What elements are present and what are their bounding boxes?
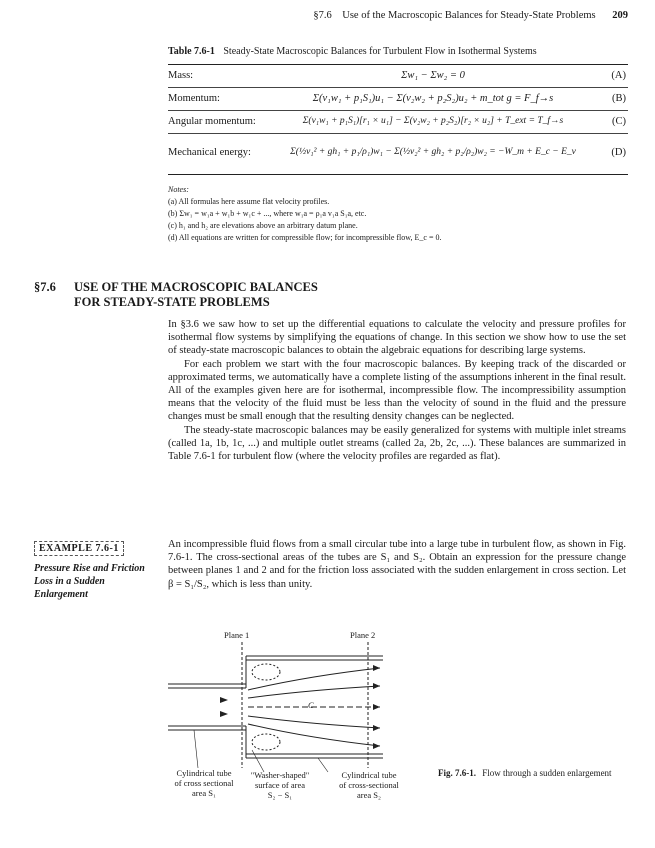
paragraph: The steady-state macroscopic balances may be easily generalized for systems with multiple inlet streams (called 1a, 1b, 1c, ...) and multiple outlet streams (called 2a, 2b, 2c, ...). These balances are summarized in Table 7.6-1 for turbulent flow (where the velocity profiles are regarded as flat). <box>168 424 626 463</box>
table-row-momentum <box>168 88 628 111</box>
washer-label <box>240 770 320 800</box>
paragraph: For each problem we start with the four macroscopic balances. By keeping track of the discarded or approximated terms, we automatically have a complete listing of the assumptions inherent in the final result. All of the examples given here are for isothermal, incompressible flow. The incompressibility assumption means that the velocity of the fluid must be less than the velocity of sound in the fluid and the pressure changes must be small enough that the resulting density changes can be neglected. <box>168 358 626 423</box>
caption-number: Fig. 7.6-1. <box>438 768 476 778</box>
washer-label-line: surface of area <box>254 780 306 790</box>
example-paragraph: An incompressible fluid flows from a small circular tube into a large tube in turbulent flow, as shown in Fig. 7.6-1. The cross-sectional areas of the tubes are S₁ and S₂. Obtain an expression for the pressure change between planes 1 and 2 and for the friction loss associated with the sudden enlargement in cross section. Let β = S₁/S₂, which is less than unity. <box>168 539 626 590</box>
row-label: Momentum: <box>168 93 220 104</box>
plane-1-label: Plane 1 <box>224 630 250 640</box>
note-item: (b) Σw₁ = w₁a + w₁b + w₁c + ..., where w₁a = ρ₁a v₁a S₁a, etc. <box>168 209 367 218</box>
running-head-title: Use of the Macroscopic Balances for Steady-State Problems <box>342 10 596 21</box>
example-title: Pressure Rise and Friction Loss in a Sudden Enlargement <box>34 563 145 600</box>
notes-heading: Notes: <box>168 185 189 194</box>
note-item: (d) All equations are written for compressible flow; for incompressible flow, E_c = 0. <box>168 233 442 242</box>
small-tube-label-line: area S₁ <box>192 788 216 798</box>
section-body <box>168 318 626 463</box>
table-row-mechanical-energy <box>168 134 628 174</box>
row-equation: Σw₁ − Σw₂ = 0 <box>401 70 465 81</box>
row-equation: Σ(v₁w₁ + p₁S₁)[r₁ × u₁] − Σ(v₂w₂ + p₂S₂)[r₂ × u₂] + T_ext = T_f→s <box>302 116 564 126</box>
section-heading <box>34 280 318 310</box>
row-tag: (D) <box>611 147 626 158</box>
balances-table <box>168 64 628 175</box>
small-tube-label-line: Cylindrical tube <box>176 768 232 778</box>
note-item: (a) All formulas here assume flat velocity profiles. <box>168 197 330 206</box>
row-tag: (B) <box>612 93 626 104</box>
running-head-section: §7.6 <box>313 10 332 21</box>
row-tag: (A) <box>611 70 626 81</box>
washer-label-line: "Washer-shaped" <box>250 770 310 780</box>
row-tag: (C) <box>612 116 626 127</box>
row-equation: Σ(½v₁² + gh₁ + p₁/ρ₁)w₁ − Σ(½v₂² + gh₂ + p₂/ρ₂)w₂ = −W_m + E_c − E_v <box>290 147 576 157</box>
table-caption: Steady-State Macroscopic Balances for Turbulent Flow in Isothermal Systems <box>223 46 537 57</box>
leader-small-tube <box>194 730 198 768</box>
large-tube-label <box>328 770 410 800</box>
region-c-label: C <box>308 700 314 710</box>
row-label: Mass: <box>168 70 194 81</box>
top-eddy <box>252 664 280 680</box>
table-row-mass <box>168 65 628 88</box>
figure-sudden-enlargement <box>168 628 428 800</box>
running-head <box>0 10 628 21</box>
table-number: Table 7.6-1 <box>168 46 215 57</box>
example-body <box>168 538 626 591</box>
row-label: Angular momentum: <box>168 116 256 127</box>
plane-2-label: Plane 2 <box>350 630 376 640</box>
row-label: Mechanical energy: <box>168 147 251 158</box>
caption-text: Flow through a sudden enlargement <box>482 768 612 778</box>
small-tube-label <box>168 768 240 798</box>
example-number: EXAMPLE 7.6-1 <box>34 541 124 556</box>
section-title-line2: FOR STEADY-STATE PROBLEMS <box>74 295 270 309</box>
section-number: §7.6 <box>34 280 56 294</box>
table-title <box>168 46 537 57</box>
leader-washer <box>252 750 264 772</box>
large-tube-label-line: Cylindrical tube <box>341 770 397 780</box>
streamline <box>248 686 380 698</box>
row-equation: Σ(v₁w₁ + p₁S₁)u₁ − Σ(v₂w₂ + p₂S₂)u₂ + m_tot g = F_f→s <box>312 93 554 104</box>
small-tube-label-line: of cross sectional <box>174 778 234 788</box>
example-label <box>34 538 146 601</box>
streamline <box>248 716 380 728</box>
bottom-eddy <box>252 734 280 750</box>
large-tube-label-line: of cross-sectional <box>339 780 399 790</box>
page-number: 209 <box>612 10 628 21</box>
table-notes <box>168 184 441 244</box>
large-tube-label-line: area S₂ <box>357 790 381 800</box>
note-item: (c) h₁ and h₂ are elevations above an arbitrary datum plane. <box>168 221 358 230</box>
washer-label-line: S₂ − S₁ <box>267 790 293 800</box>
table-row-angular-momentum <box>168 111 628 134</box>
section-title-line1: USE OF THE MACROSCOPIC BALANCES <box>74 280 318 294</box>
figure-caption <box>438 768 628 779</box>
paragraph: In §3.6 we saw how to set up the differential equations to calculate the velocity and pressure profiles for isothermal flow systems by simplifying the equations of change. In this section we show how to use the set of steady-state macroscopic balances to obtain the algebraic equations for describing large systems. <box>168 319 626 357</box>
